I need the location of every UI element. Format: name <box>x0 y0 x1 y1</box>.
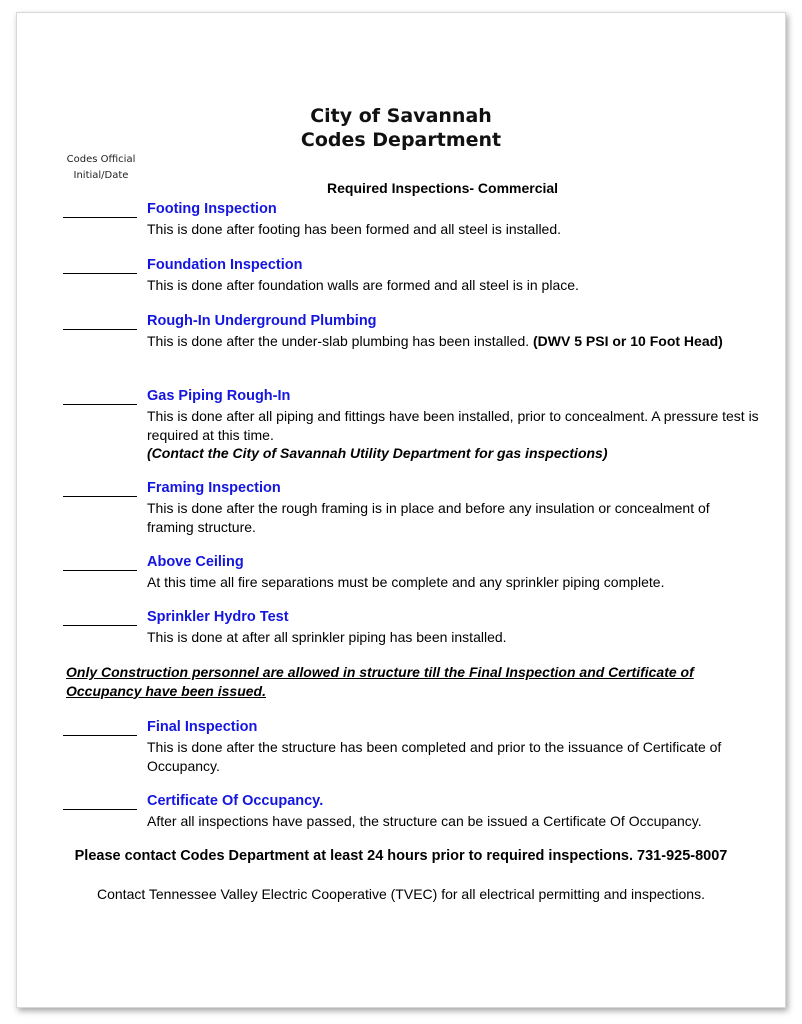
inspection-description: After all inspections have passed, the structure can be issued a Certificate Of Occupancy. <box>147 813 702 829</box>
inspection-title: Certificate Of Occupancy. <box>147 793 324 809</box>
city-title: City of Savannah <box>310 105 492 127</box>
inspection-description: This is done at after all sprinkler piping has been installed. <box>147 629 507 645</box>
inspection-description: This is done after foundation walls are formed and all steel is in place. <box>147 277 579 293</box>
contact-tvec: Contact Tennessee Valley Electric Cooperative (TVEC) for all electrical permitting and inspections. <box>97 886 705 902</box>
inspection-description-text: This is done after the under-slab plumbing has been installed. <box>147 333 534 349</box>
initial-date-blank <box>63 273 137 274</box>
initial-date-blank <box>63 809 137 810</box>
construction-personnel-notice: Only Construction personnel are allowed in structure till the Final Inspection and Certificate of Occupancy have been issued. <box>66 664 694 699</box>
inspection-description: At this time all fire separations must be complete and any sprinkler piping complete. <box>147 574 665 590</box>
initial-date-blank <box>63 625 137 626</box>
document-page <box>16 12 786 1008</box>
inspection-pressure-spec: (DWV 5 PSI or 10 Foot Head) <box>533 333 723 349</box>
inspection-title-text: Certificate Of Occupancy <box>147 793 320 809</box>
inspection-description <box>147 332 759 351</box>
initial-date-blank <box>63 329 137 330</box>
inspection-title: Foundation Inspection <box>147 257 303 273</box>
inspection-title: Rough-In Underground Plumbing <box>147 313 377 329</box>
inspection-title: Footing Inspection <box>147 201 277 217</box>
inspection-description <box>147 407 759 463</box>
inspection-description-text: This is done after all piping and fittings have been installed, prior to concealment. A pressure test is required at this time. <box>147 408 759 443</box>
initial-date-blank <box>63 217 137 218</box>
codes-official-label-line1: Codes Official <box>66 154 136 165</box>
inspection-title: Sprinkler Hydro Test <box>147 609 289 625</box>
initial-date-blank <box>63 496 137 497</box>
codes-official-label <box>57 152 145 184</box>
codes-official-label-line2: Initial/Date <box>73 170 129 181</box>
department-title: Codes Department <box>300 129 502 151</box>
inspection-title: Gas Piping Rough-In <box>147 388 291 404</box>
initial-date-blank <box>63 735 137 736</box>
page-subtitle: Required Inspections- Commercial <box>327 180 559 196</box>
inspection-title: Above Ceiling <box>147 554 244 570</box>
initial-date-blank <box>63 404 137 405</box>
inspection-title: Framing Inspection <box>147 480 281 496</box>
inspection-description: This is done after the rough framing is in place and before any insulation or concealment of framing structure. <box>147 500 710 535</box>
initial-date-blank <box>63 570 137 571</box>
inspection-title: Final Inspection <box>147 719 258 735</box>
inspection-gas-note: (Contact the City of Savannah Utility Department for gas inspections) <box>147 445 608 461</box>
inspection-description: This is done after footing has been formed and all steel is installed. <box>147 221 562 237</box>
contact-codes-department: Please contact Codes Department at least 24 hours prior to required inspections. 731-925-8007 <box>74 848 728 864</box>
inspection-description: This is done after the structure has been completed and prior to the issuance of Certificate of Occupancy. <box>147 739 722 774</box>
